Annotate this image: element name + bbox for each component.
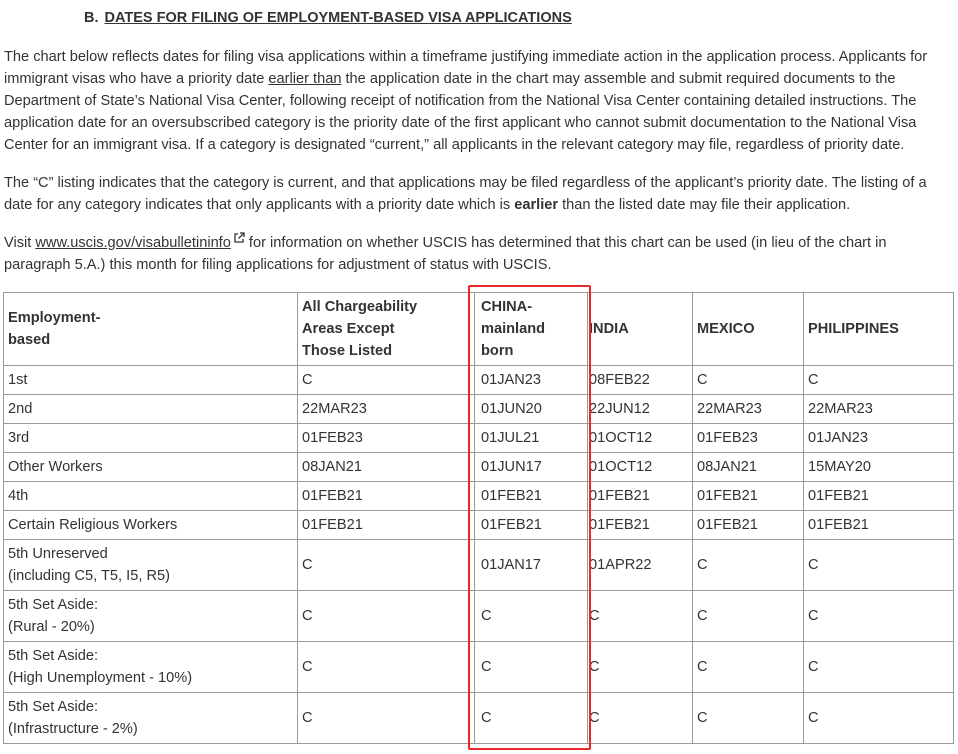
cell-mexico: C	[693, 591, 804, 642]
table-row	[4, 453, 954, 482]
category-line: 5th Set Aside:	[8, 648, 99, 664]
cell-mexico: 01FEB23	[693, 424, 804, 453]
table-row	[4, 366, 954, 395]
cell-category	[4, 642, 298, 693]
paragraph-text: the application date in the chart may assemble and submit required documents to the Department of State’s National Visa Center, following receipt of notification from the National Visa Center containing detailed instructions. The application date for an oversubscribed category is the priority date of the first applicant who cannot submit documentation to the National Visa Center for an immigrant visa. If a category is designated “current,” all applicants in the relevant category may file, regardless of priority date.	[4, 71, 917, 153]
cell-category	[4, 540, 298, 591]
cell-all-chargeability: 08JAN21	[298, 453, 475, 482]
cell-china: 01JAN17	[475, 540, 588, 591]
cell-all-chargeability: C	[298, 540, 475, 591]
dates-for-filing-table	[3, 292, 954, 744]
category-line: 1st	[8, 372, 28, 388]
header-line: INDIA	[589, 321, 629, 337]
header-line: CHINA-	[481, 299, 533, 315]
category-line: (Rural - 20%)	[8, 619, 95, 635]
cell-china: 01JUN20	[475, 395, 588, 424]
intro-paragraph	[4, 46, 952, 156]
cell-mexico: C	[693, 693, 804, 744]
cell-mexico: C	[693, 540, 804, 591]
cell-mexico: 08JAN21	[693, 453, 804, 482]
header-line: Employment-	[8, 310, 101, 326]
category-line: Certain Religious Workers	[8, 517, 178, 533]
header-category	[4, 293, 298, 366]
category-line: 5th Unreserved	[8, 546, 108, 562]
uscis-link[interactable]: www.uscis.gov/visabulletininfo	[35, 235, 231, 251]
paragraph-text: The “C” listing indicates that the category is current, and that applications may be filed regardless of the applicant’s priority date. The listing of a date for any category indicates that only applicants with a priority date which is	[4, 175, 927, 213]
cell-india: 01APR22	[588, 540, 693, 591]
cell-philippines: 01FEB21	[804, 482, 954, 511]
table-row	[4, 693, 954, 744]
paragraph-text: The chart below reflects dates for filing visa applications within a timeframe justifying immediate action in the application process. Applicants for immigrant visas who have a priority date	[4, 49, 928, 87]
table-row	[4, 642, 954, 693]
paragraph-text: Visit	[4, 235, 36, 251]
cell-category	[4, 482, 298, 511]
cell-philippines: 22MAR23	[804, 395, 954, 424]
cell-category	[4, 511, 298, 540]
cell-category	[4, 693, 298, 744]
cell-china: 01FEB21	[475, 511, 588, 540]
header-line: born	[481, 343, 514, 359]
header-line: Those Listed	[302, 343, 393, 359]
header-line: All Chargeability	[302, 299, 418, 315]
cell-all-chargeability: C	[298, 642, 475, 693]
cell-india: 08FEB22	[588, 366, 693, 395]
cell-category	[4, 424, 298, 453]
cell-philippines: C	[804, 366, 954, 395]
cell-india: C	[588, 642, 693, 693]
section-letter: B.	[84, 10, 99, 26]
bold-text: earlier	[514, 197, 559, 213]
cell-china: 01JUN17	[475, 453, 588, 482]
cell-china: 01JAN23	[475, 366, 588, 395]
cell-mexico: 22MAR23	[693, 395, 804, 424]
cell-china: C	[475, 591, 588, 642]
category-line: 5th Set Aside:	[8, 699, 99, 715]
section-heading	[84, 10, 572, 26]
cell-india: 22JUN12	[588, 395, 693, 424]
category-line: 4th	[8, 488, 29, 504]
header-india	[588, 293, 693, 366]
cell-mexico: 01FEB21	[693, 482, 804, 511]
cell-category	[4, 453, 298, 482]
cell-india: C	[588, 693, 693, 744]
cell-china: 01FEB21	[475, 482, 588, 511]
header-line: mainland	[481, 321, 546, 337]
section-title: DATES FOR FILING OF EMPLOYMENT-BASED VISA APPLICATIONS	[104, 10, 572, 26]
paragraph-text: for information on whether USCIS has determined that this chart can be used (in lieu of the chart in paragraph 5.A.) this month for filing applications for adjustment of status with USCIS.	[4, 235, 887, 273]
cell-china: C	[475, 693, 588, 744]
table-row	[4, 424, 954, 453]
cell-philippines: 01JAN23	[804, 424, 954, 453]
cell-all-chargeability: 01FEB21	[298, 511, 475, 540]
category-line: (Infrastructure - 2%)	[8, 721, 138, 737]
category-line: 2nd	[8, 401, 33, 417]
cell-india: 01OCT12	[588, 424, 693, 453]
cell-category	[4, 395, 298, 424]
table-row	[4, 540, 954, 591]
category-line: 5th Set Aside:	[8, 597, 99, 613]
header-all-chargeability	[298, 293, 475, 366]
cell-philippines: 15MAY20	[804, 453, 954, 482]
header-china	[475, 293, 588, 366]
cell-mexico: 01FEB21	[693, 511, 804, 540]
cell-philippines: C	[804, 540, 954, 591]
cell-mexico: C	[693, 366, 804, 395]
cell-all-chargeability: C	[298, 366, 475, 395]
category-line: 3rd	[8, 430, 30, 446]
header-line: Areas Except	[302, 321, 395, 337]
cell-all-chargeability: 01FEB21	[298, 482, 475, 511]
cell-all-chargeability: 01FEB23	[298, 424, 475, 453]
cell-all-chargeability: 22MAR23	[298, 395, 475, 424]
cell-china: C	[475, 642, 588, 693]
current-listing-paragraph	[4, 172, 952, 216]
category-line: Other Workers	[8, 459, 103, 475]
table-row	[4, 482, 954, 511]
cell-category	[4, 591, 298, 642]
header-line: based	[8, 332, 51, 348]
cell-philippines: C	[804, 591, 954, 642]
table-row	[4, 395, 954, 424]
cell-philippines: C	[804, 693, 954, 744]
external-link-icon[interactable]	[233, 232, 245, 244]
emphasis-text: earlier than	[268, 71, 342, 87]
header-mexico	[693, 293, 804, 366]
cell-all-chargeability: C	[298, 591, 475, 642]
cell-all-chargeability: C	[298, 693, 475, 744]
cell-category	[4, 366, 298, 395]
cell-mexico: C	[693, 642, 804, 693]
cell-philippines: 01FEB21	[804, 511, 954, 540]
cell-india: 01FEB21	[588, 511, 693, 540]
category-line: (High Unemployment - 10%)	[8, 670, 193, 686]
uscis-paragraph	[4, 232, 952, 276]
cell-india: 01FEB21	[588, 482, 693, 511]
header-line: PHILIPPINES	[808, 321, 899, 337]
cell-china: 01JUL21	[475, 424, 588, 453]
table-row	[4, 511, 954, 540]
cell-india: 01OCT12	[588, 453, 693, 482]
paragraph-text: than the listed date may file their application.	[558, 197, 851, 213]
header-philippines	[804, 293, 954, 366]
cell-philippines: C	[804, 642, 954, 693]
cell-india: C	[588, 591, 693, 642]
category-line: (including C5, T5, I5, R5)	[8, 568, 170, 584]
table-row	[4, 591, 954, 642]
header-line: MEXICO	[697, 321, 755, 337]
